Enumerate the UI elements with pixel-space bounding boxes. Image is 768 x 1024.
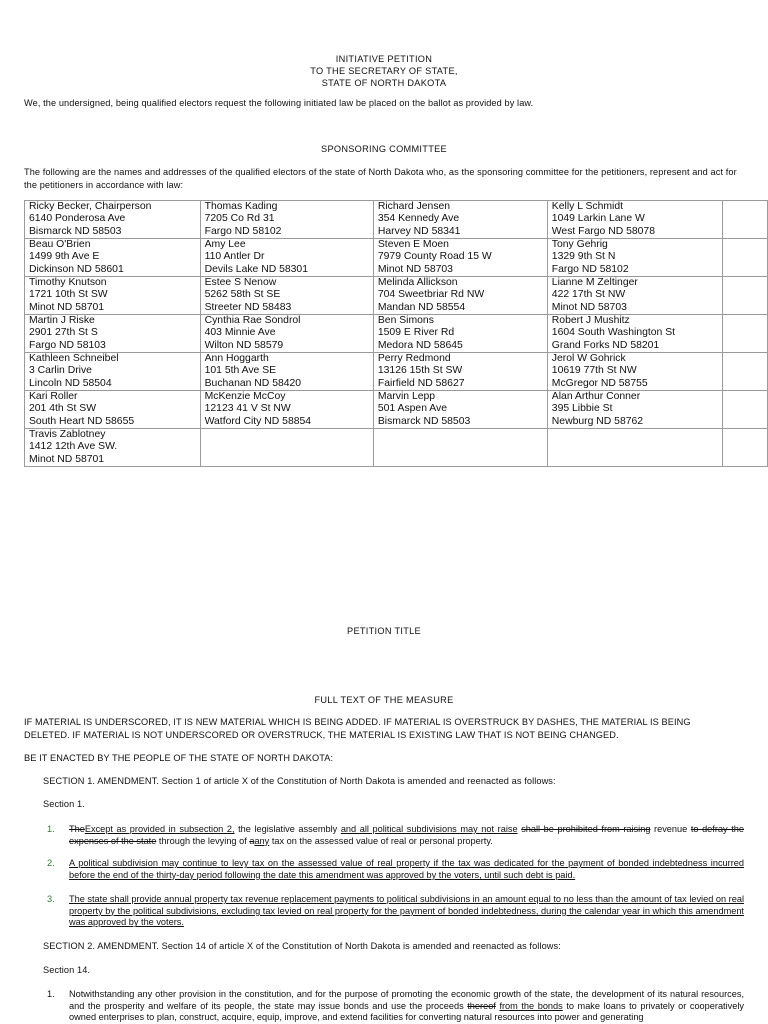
- member-name: Travis Zablotney: [29, 429, 106, 440]
- member-city: Fairfield ND 58627: [377, 377, 465, 389]
- member-street: 3 Carlin Drive: [29, 365, 92, 377]
- member-name: Kelly L Schmidt: [551, 201, 624, 212]
- committee-empty-cell: [722, 315, 767, 353]
- section1-heading: SECTION 1. AMENDMENT. Section 1 of article X of the Constitution of North Dakota is amended and reenacted as follows:: [43, 776, 556, 786]
- member-city: Fargo ND 58103: [29, 339, 106, 351]
- member-city: South Heart ND 58655: [29, 415, 135, 427]
- deleted-text: thereof: [467, 1000, 496, 1011]
- item-number: 1.: [47, 989, 55, 999]
- committee-empty-cell: [722, 391, 767, 429]
- enacting-clause: BE IT ENACTED BY THE PEOPLE OF THE STATE OF NORTH DAKOTA:: [24, 753, 334, 763]
- deleted-text: to defray the expenses of the state: [69, 824, 744, 846]
- member-city: Harvey ND 58341: [377, 225, 461, 237]
- item-text: [69, 824, 744, 847]
- header-line-1: INITIATIVE PETITION: [335, 54, 433, 64]
- member-street: 201 4th St SW: [29, 403, 96, 415]
- member-city: Dickinson ND 58601: [29, 263, 124, 275]
- member-name: Martin J Riske: [29, 315, 95, 326]
- member-street: 101 5th Ave SE: [204, 365, 277, 377]
- added-text: from the bonds: [499, 1000, 563, 1011]
- committee-member-cell: [373, 277, 547, 315]
- item-text: [69, 989, 744, 1024]
- document-header: [0, 53, 768, 89]
- member-street: 501 Aspen Ave: [377, 403, 448, 415]
- intro-paragraph: We, the undersigned, being qualified electors request the following initiated law be placed on the ballot as provided by law.: [24, 98, 534, 108]
- member-street: 354 Kennedy Ave: [377, 213, 460, 225]
- member-street: 1329 9th St N: [551, 251, 616, 263]
- committee-member-cell: [547, 277, 722, 315]
- member-city: Medora ND 58645: [377, 339, 463, 351]
- member-name: Robert J Mushitz: [551, 315, 630, 326]
- committee-member-cell: [25, 315, 201, 353]
- committee-row: [25, 201, 768, 239]
- committee-member-cell: [25, 201, 201, 239]
- committee-member-cell: [373, 315, 547, 353]
- committee-row: [25, 429, 768, 467]
- deleted-text: The: [69, 824, 85, 834]
- member-name: Amy Lee: [204, 239, 246, 250]
- committee-member-cell: [547, 353, 722, 391]
- member-name: Tony Gehrig: [551, 239, 608, 250]
- committee-member-cell: [200, 277, 373, 315]
- existing-text: through the levying of: [156, 835, 250, 846]
- member-name: Kari Roller: [29, 391, 78, 402]
- member-city: McGregor ND 58755: [551, 377, 648, 389]
- section2-label: Section 14.: [43, 965, 91, 975]
- section2-heading: SECTION 2. AMENDMENT. Section 14 of article X of the Constitution of North Dakota is amended and reenacted as follows:: [43, 941, 561, 951]
- existing-text: to make loans to privately or cooperatively owned enterprises to plan, construct, acquire, equip, improve, and extend facilities for converting natural resources into power and generating: [69, 1000, 744, 1023]
- member-street: 13126 15th St SW: [377, 365, 463, 377]
- header-line-3: STATE OF NORTH DAKOTA: [321, 78, 447, 88]
- member-name: Beau O'Brien: [29, 239, 91, 250]
- member-city: Wilton ND 58579: [204, 339, 284, 351]
- member-city: Fargo ND 58102: [551, 263, 629, 275]
- committee-empty-cell: [722, 277, 767, 315]
- committee-empty-cell: [722, 239, 767, 277]
- added-text: Except as provided in subsection 2,: [84, 824, 235, 834]
- committee-member-cell: [200, 315, 373, 353]
- member-street: 422 17th St NW: [551, 289, 626, 301]
- member-street: 12123 41 V St NW: [204, 403, 291, 415]
- member-name: Alan Arthur Conner: [551, 391, 641, 402]
- committee-member-cell: [547, 239, 722, 277]
- committee-member-cell: [373, 429, 547, 467]
- committee-member-cell: [373, 353, 547, 391]
- member-street: 403 Minnie Ave: [204, 327, 276, 339]
- member-city: Minot ND 58701: [29, 453, 105, 465]
- member-city: Fargo ND 58102: [204, 225, 282, 237]
- committee-row: [25, 239, 768, 277]
- member-name: Steven E Moen: [377, 239, 449, 250]
- member-street: 1499 9th Ave E: [29, 251, 100, 263]
- committee-member-cell: [25, 429, 201, 467]
- committee-empty-cell: [722, 429, 767, 467]
- member-name: Thomas Kading: [204, 201, 278, 212]
- member-name: Ann Hoggarth: [204, 353, 269, 364]
- committee-member-cell: [25, 239, 201, 277]
- member-street: 1412 12th Ave SW.: [29, 441, 118, 453]
- committee-row: [25, 277, 768, 315]
- sponsoring-committee-table: [24, 200, 768, 467]
- member-name: Melinda Allickson: [377, 277, 458, 288]
- member-city: Streeter ND 58483: [204, 301, 292, 313]
- committee-member-cell: [200, 429, 373, 467]
- committee-empty-cell: [722, 201, 767, 239]
- member-city: Minot ND 58701: [29, 301, 105, 313]
- existing-text: the legislative assembly: [234, 824, 341, 834]
- member-name: Perry Redmond: [377, 353, 451, 364]
- committee-member-cell: [547, 315, 722, 353]
- member-street: 7205 Co Rd 31: [204, 213, 275, 225]
- committee-member-cell: [547, 391, 722, 429]
- committee-member-cell: [200, 201, 373, 239]
- member-city: West Fargo ND 58078: [551, 225, 655, 237]
- member-name: Estee S Nenow: [204, 277, 277, 288]
- committee-member-cell: [547, 201, 722, 239]
- committee-heading: SPONSORING COMMITTEE: [321, 144, 447, 154]
- added-text: any: [254, 835, 270, 846]
- committee-empty-cell: [722, 353, 767, 391]
- committee-row: [25, 353, 768, 391]
- full-text-heading: FULL TEXT OF THE MEASURE: [314, 695, 454, 705]
- committee-member-cell: [200, 239, 373, 277]
- member-street: 10619 77th St NW: [551, 365, 637, 377]
- member-street: 6140 Ponderosa Ave: [29, 213, 126, 225]
- member-street: 5262 58th St SE: [204, 289, 281, 301]
- member-city: Devils Lake ND 58301: [204, 263, 308, 275]
- member-name: Timothy Knutson: [29, 277, 107, 288]
- member-name: Ricky Becker, Chairperson: [29, 201, 152, 212]
- committee-row: [25, 391, 768, 429]
- committee-member-cell: [25, 391, 201, 429]
- legend-line-1: IF MATERIAL IS UNDERSCORED, IT IS NEW MATERIAL WHICH IS BEING ADDED. IF MATERIAL IS OVERSTRUCK BY DASHES, THE MATERIAL IS BEING: [24, 717, 691, 727]
- member-city: Buchanan ND 58420: [204, 377, 302, 389]
- existing-text: tax on the assessed value of real or personal property.: [269, 835, 493, 846]
- member-name: Marvin Lepp: [377, 391, 436, 402]
- member-name: Kathleen Schneibel: [29, 353, 119, 364]
- member-name: Lianne M Zeltinger: [551, 277, 638, 288]
- member-city: Bismarck ND 58503: [377, 415, 471, 427]
- committee-row: [25, 315, 768, 353]
- committee-member-cell: [25, 277, 201, 315]
- petition-title-heading: PETITION TITLE: [347, 626, 421, 636]
- member-city: Lincoln ND 58504: [29, 377, 112, 389]
- member-name: Ben Simons: [377, 315, 434, 326]
- item-number: 2.: [47, 858, 55, 868]
- member-name: McKenzie McCoy: [204, 391, 286, 402]
- member-street: 2901 27th St S: [29, 327, 98, 339]
- committee-member-cell: [373, 391, 547, 429]
- member-city: Mandan ND 58554: [377, 301, 466, 313]
- member-name: Jerol W Gohrick: [551, 353, 626, 364]
- committee-member-cell: [547, 429, 722, 467]
- deleted-text: shall be prohibited from raising: [521, 824, 651, 834]
- existing-text: Notwithstanding any other provision in the constitution, and for the purpose of promoting the economic growth of the state, the development of its natural resources, and the prosperity and welfare of its people, the state may issue bonds and use the proceeds: [69, 989, 744, 1011]
- committee-member-cell: [25, 353, 201, 391]
- member-city: Minot ND 58703: [551, 301, 627, 313]
- member-street: 1721 10th St SW: [29, 289, 108, 301]
- member-street: 1509 E River Rd: [377, 327, 455, 339]
- member-city: Newburg ND 58762: [551, 415, 644, 427]
- item-number: 1.: [47, 824, 55, 834]
- committee-member-cell: [373, 201, 547, 239]
- member-name: Cynthia Rae Sondrol: [204, 315, 301, 326]
- committee-member-cell: [373, 239, 547, 277]
- item-number: 3.: [47, 894, 55, 904]
- section1-label: Section 1.: [43, 799, 85, 809]
- member-city: Bismarck ND 58503: [29, 225, 122, 237]
- member-name: Richard Jensen: [377, 201, 451, 212]
- member-city: Watford City ND 58854: [204, 415, 312, 427]
- member-street: 704 Sweetbriar Rd NW: [377, 289, 485, 301]
- member-city: Grand Forks ND 58201: [551, 339, 660, 351]
- legend-paragraph: [24, 716, 744, 742]
- member-city: Minot ND 58703: [377, 263, 453, 275]
- existing-text: revenue: [650, 824, 691, 834]
- item-text: The state shall provide annual property tax revenue replacement payments to political subdivisions in an amount equal to no less than the amount of tax levied on real property by the political subdivisions, excluding tax levied on real property for the payment of bonded indebtedness, during the calendar year in which this amendment was approved by the voters.: [69, 894, 744, 928]
- committee-member-cell: [200, 353, 373, 391]
- legend-line-2: DELETED. IF MATERIAL IS NOT UNDERSCORED OR OVERSTRUCK, THE MATERIAL IS EXISTING LAW THAT IS NOT BEING CHANGED.: [24, 730, 619, 740]
- committee-member-cell: [200, 391, 373, 429]
- deleted-text: a: [249, 835, 255, 846]
- committee-intro: The following are the names and addresses of the qualified electors of the state of North Dakota who, as the sponsoring committee for the petitioners, represent and act for the petitioners in accordance with law:: [24, 167, 737, 190]
- added-text: and all political subdivisions may not raise: [340, 824, 518, 834]
- member-street: 395 Libbie St: [551, 403, 613, 415]
- header-line-2: TO THE SECRETARY OF STATE,: [310, 66, 458, 76]
- item-text: A political subdivision may continue to levy tax on the assessed value of real property if the tax was dedicated for the payment of bonded indebtedness incurred before the end of the thirty-day period following the date this amendment was approved by the voters, until such debt is paid.: [69, 858, 744, 880]
- member-street: 1049 Larkin Lane W: [551, 213, 645, 225]
- member-street: 7979 County Road 15 W: [377, 251, 492, 263]
- member-street: 110 Antler Dr: [204, 251, 265, 263]
- member-street: 1604 South Washington St: [551, 327, 676, 339]
